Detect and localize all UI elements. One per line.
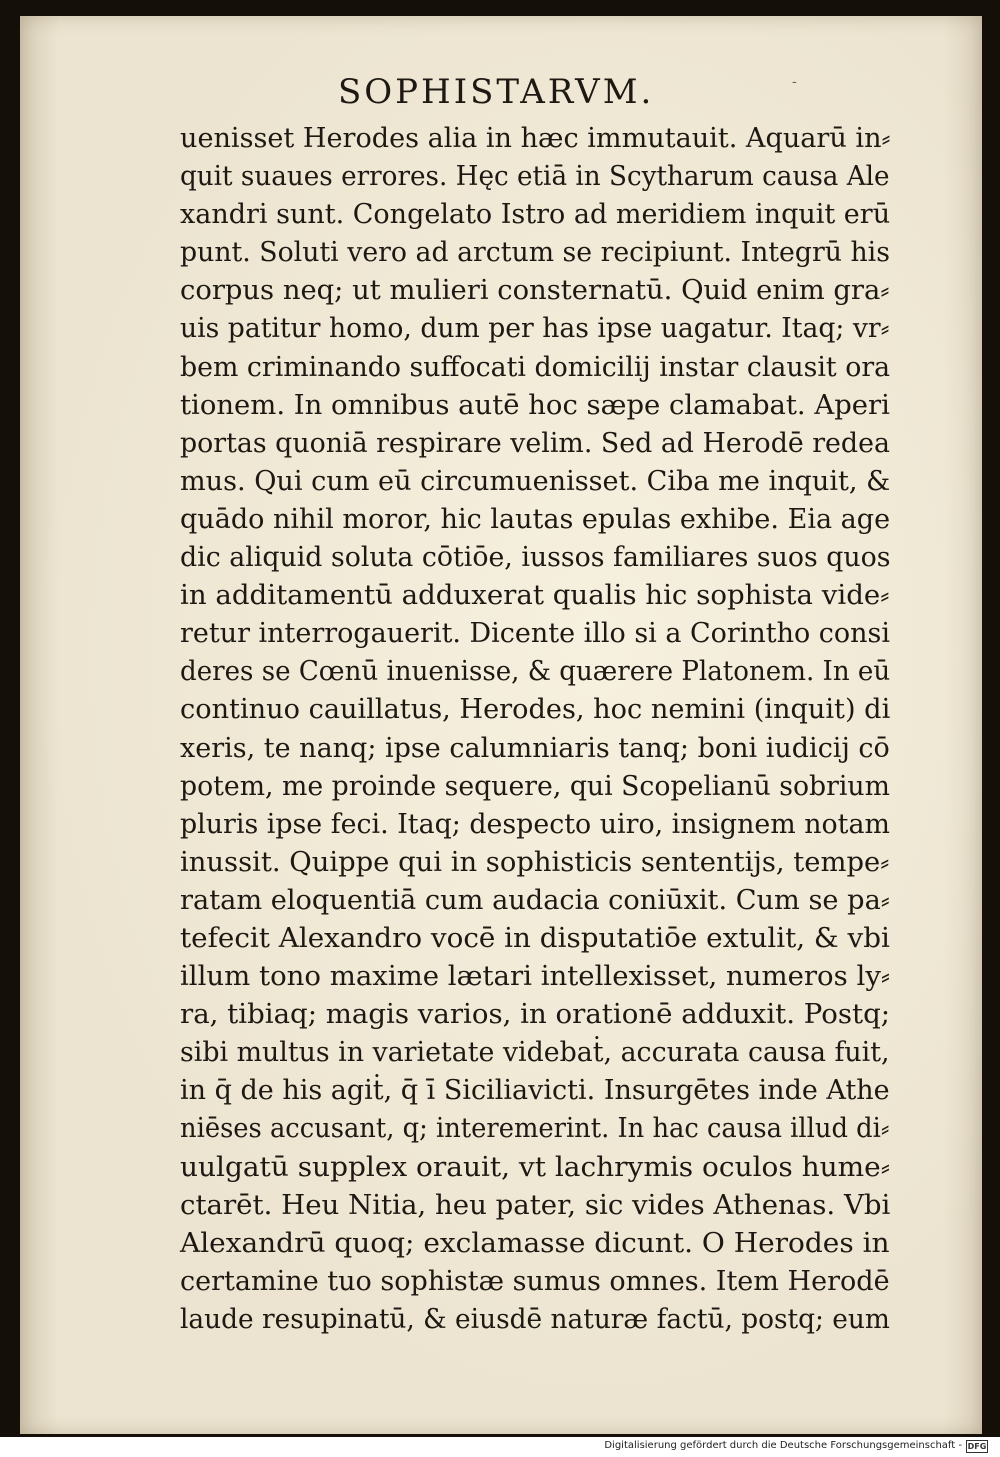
text-line: in additamentū adduxerat qualis hic sophista vide⸗ — [180, 580, 890, 612]
text-line: dic aliquid soluta cōtiōe, iussos familiares suos quos — [180, 542, 891, 574]
text-block — [180, 120, 900, 1339]
text-line: inussit. Quippe qui in sophisticis sententijs, tempe⸗ — [180, 846, 890, 878]
digitization-credit: Digitalisierung gefördert durch die Deutsche Forschungsgemeinschaft - — [604, 1440, 962, 1451]
text-line: ctarēt. Heu Nitia, heu pater, sic vides Athenas. Vbi — [180, 1189, 891, 1221]
text-line: continuo cauillatus, Herodes, hoc nemini (inquit) di — [180, 694, 891, 726]
text-line: xandri sunt. Congelato Istro ad meridiem inquit erū — [180, 199, 891, 231]
text-line: quādo nihil moror, hic lautas epulas exhibe. Eia age — [180, 503, 891, 535]
text-line: uis patitur homo, dum per has ipse uagatur. Itaq; vr⸗ — [180, 313, 890, 345]
text-line: uulgatū supplex orauit, vt lachrymis oculos hume⸗ — [180, 1151, 891, 1183]
text-line: ratam eloquentiā cum audacia coniūxit. Cum se pa⸗ — [180, 884, 890, 916]
text-line: ra, tibiaq; magis varios, in orationē adduxit. Postq; — [180, 999, 891, 1031]
text-line: corpus neq; ut mulieri consternatū. Quid enim gra⸗ — [180, 275, 890, 307]
text-line: in q̄ de his agiṫ, q̄ ī Siciliavicti. Insurgētes inde Athe — [180, 1075, 890, 1107]
book-page — [20, 16, 982, 1434]
text-line: certamine tuo sophistæ sumus omnes. Item Herodē — [180, 1265, 890, 1297]
text-line: laude resupinatū, & eiusdē naturæ factū, postq; eum — [180, 1303, 890, 1335]
text-line: punt. Soluti vero ad arctum se recipiunt. Integrū his — [180, 237, 890, 269]
text-line: sibi multus in varietate videbaṫ, accurata causa fuit, — [180, 1037, 890, 1069]
text-line: deres se Cœnū inuenisse, & quærere Platonem. In eū — [180, 656, 891, 688]
text-line: Alexandrū quoq; exclamasse dicunt. O Herodes in — [180, 1227, 890, 1259]
text-line: niēses accusant, q; interemerint. In hac causa illud di⸗ — [180, 1113, 890, 1145]
text-line: xeris, te nanq; ipse calumniaris tanq; boni iudicij cō — [180, 732, 890, 764]
dfg-logo-icon: DFG — [967, 1442, 987, 1451]
digitization-footer — [0, 1437, 1000, 1457]
text-line: quit suaues errores. Hęc etiā in Scytharum causa Ale — [180, 161, 890, 193]
text-line: portas quoniā respirare velim. Sed ad Herodē redea — [180, 427, 890, 459]
text-line: pluris ipse feci. Itaq; despecto uiro, insignem notam — [180, 808, 890, 840]
text-line: illum tono maxime lætari intellexisset, numeros ly⸗ — [180, 961, 891, 993]
ink-mark: - — [792, 74, 797, 90]
text-line: uenisset Herodes alia in hæc immutauit. Aquarū in⸗ — [180, 123, 891, 154]
running-head: SOPHISTARVM. — [338, 72, 655, 112]
text-line: retur interrogauerit. Dicente illo si a Corintho consi — [180, 618, 890, 650]
text-line: potem, me proinde sequere, qui Scopelianū sobrium — [180, 770, 890, 802]
text-line: mus. Qui cum eū circumuenisset. Ciba me inquit, & — [180, 465, 891, 497]
text-line: tionem. In omnibus autē hoc sæpe clamabat. Aperi — [180, 389, 890, 421]
text-line: tefecit Alexandro vocē in disputatiōe extulit, & vbi — [180, 922, 890, 954]
text-line: bem criminando suffocati domicilij instar clausit ora — [180, 351, 891, 383]
